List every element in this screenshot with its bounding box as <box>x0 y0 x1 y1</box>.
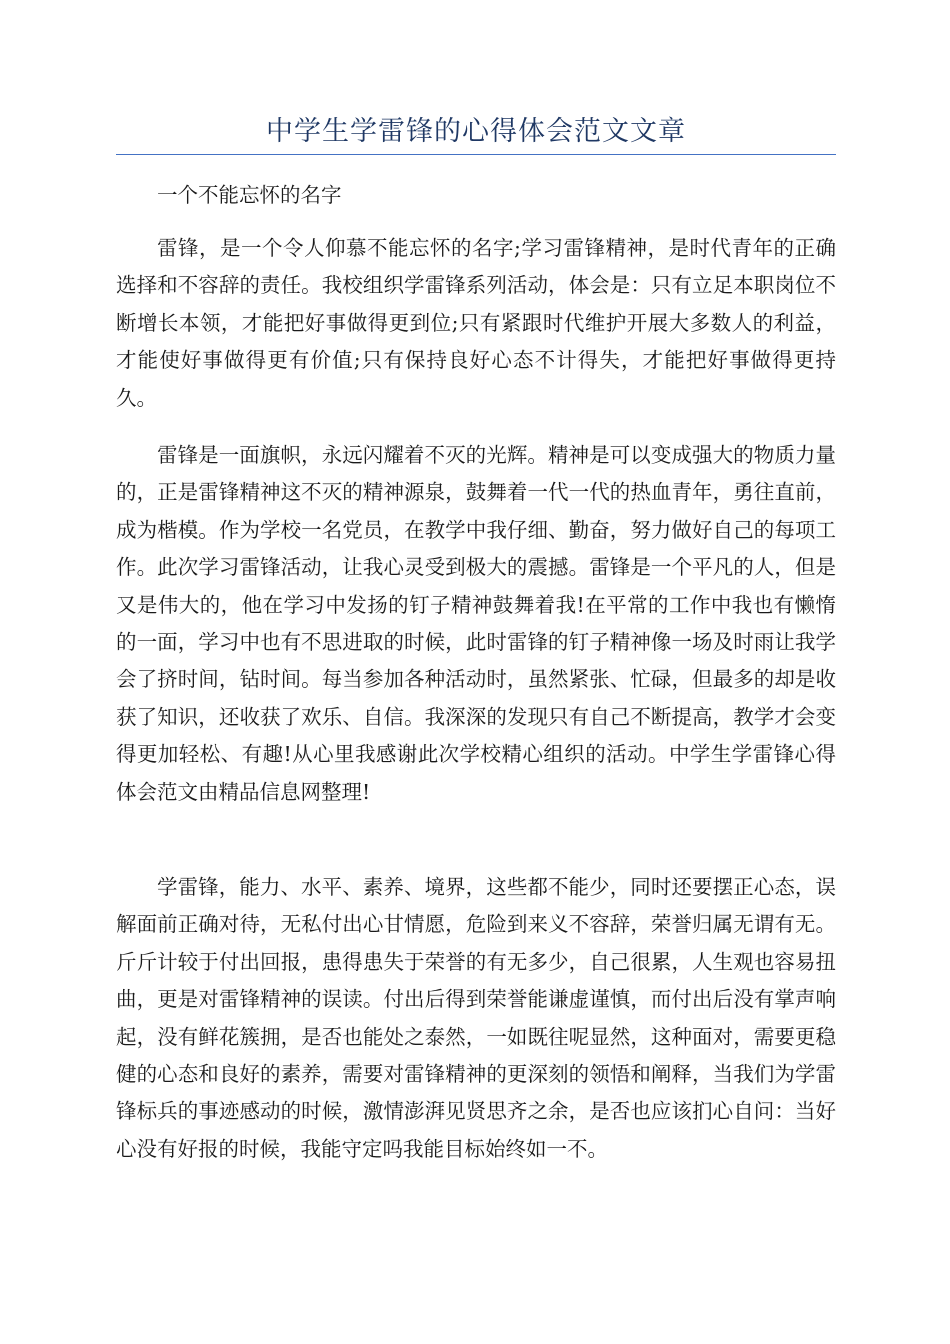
body-paragraph-3: 学雷锋，能力、水平、素养、境界，这些都不能少，同时还要摆正心态，误解面前正确对待，无私付出心甘情愿，危险到来义不容辞，荣誉归属无谓有无。斤斤计较于付出回报，患得患失于荣誉的有无多少，自己很累，人生观也容易扭曲，更是对雷锋精神的误读。付出后得到荣誉能谦虚谨慎，而付出后没有掌声响起，没有鲜花簇拥，是否也能处之泰然，一如既往呢显然，这种面对，需要更稳健的心态和良好的素养，需要对雷锋精神的更深刻的领悟和阐释，当我们为学雷锋标兵的事迹感动的时候，激情澎湃见贤思齐之余，是否也应该扪心自问：当好心没有好报的时候，我能守定吗我能目标始终如一不。 <box>116 875 836 1161</box>
document-page <box>116 0 836 1344</box>
body-paragraph-2: 雷锋是一面旗帜，永远闪耀着不灭的光辉。精神是可以变成强大的物质力量的，正是雷锋精神这不灭的精神源泉，鼓舞着一代一代的热血青年，勇往直前，成为楷模。作为学校一名党员，在教学中我仔细、勤奋，努力做好自己的每项工作。此次学习雷锋活动，让我心灵受到极大的震撼。雷锋是一个平凡的人，但是又是伟大的，他在学习中发扬的钉子精神鼓舞着我!在平常的工作中我也有懒惰的一面，学习中也有不思进取的时候，此时雷锋的钉子精神像一场及时雨让我学会了挤时间，钻时间。每当参加各种活动时，虽然紧张、忙碌，但最多的却是收获了知识，还收获了欢乐、自信。我深深的发现只有自己不断提高，教学才会变得更加轻松、有趣!从心里我感谢此次学校精心组织的活动。中学生学雷锋心得体会范文由精品信息网整理! <box>116 443 836 804</box>
body-paragraph-1: 雷锋，是一个令人仰慕不能忘怀的名字;学习雷锋精神，是时代青年的正确选择和不容辞的责任。我校组织学雷锋系列活动，体会是：只有立足本职岗位不断增长本领，才能把好事做得更到位;只有紧跟时代维护开展大多数人的利益，才能使好事做得更有价值;只有保持良好心态不计得失，才能把好事做得更持久。 <box>116 236 836 410</box>
title-underline <box>116 154 836 155</box>
section-heading: 一个不能忘怀的名字 <box>157 183 342 207</box>
document-title: 中学生学雷锋的心得体会范文文章 <box>266 116 686 147</box>
